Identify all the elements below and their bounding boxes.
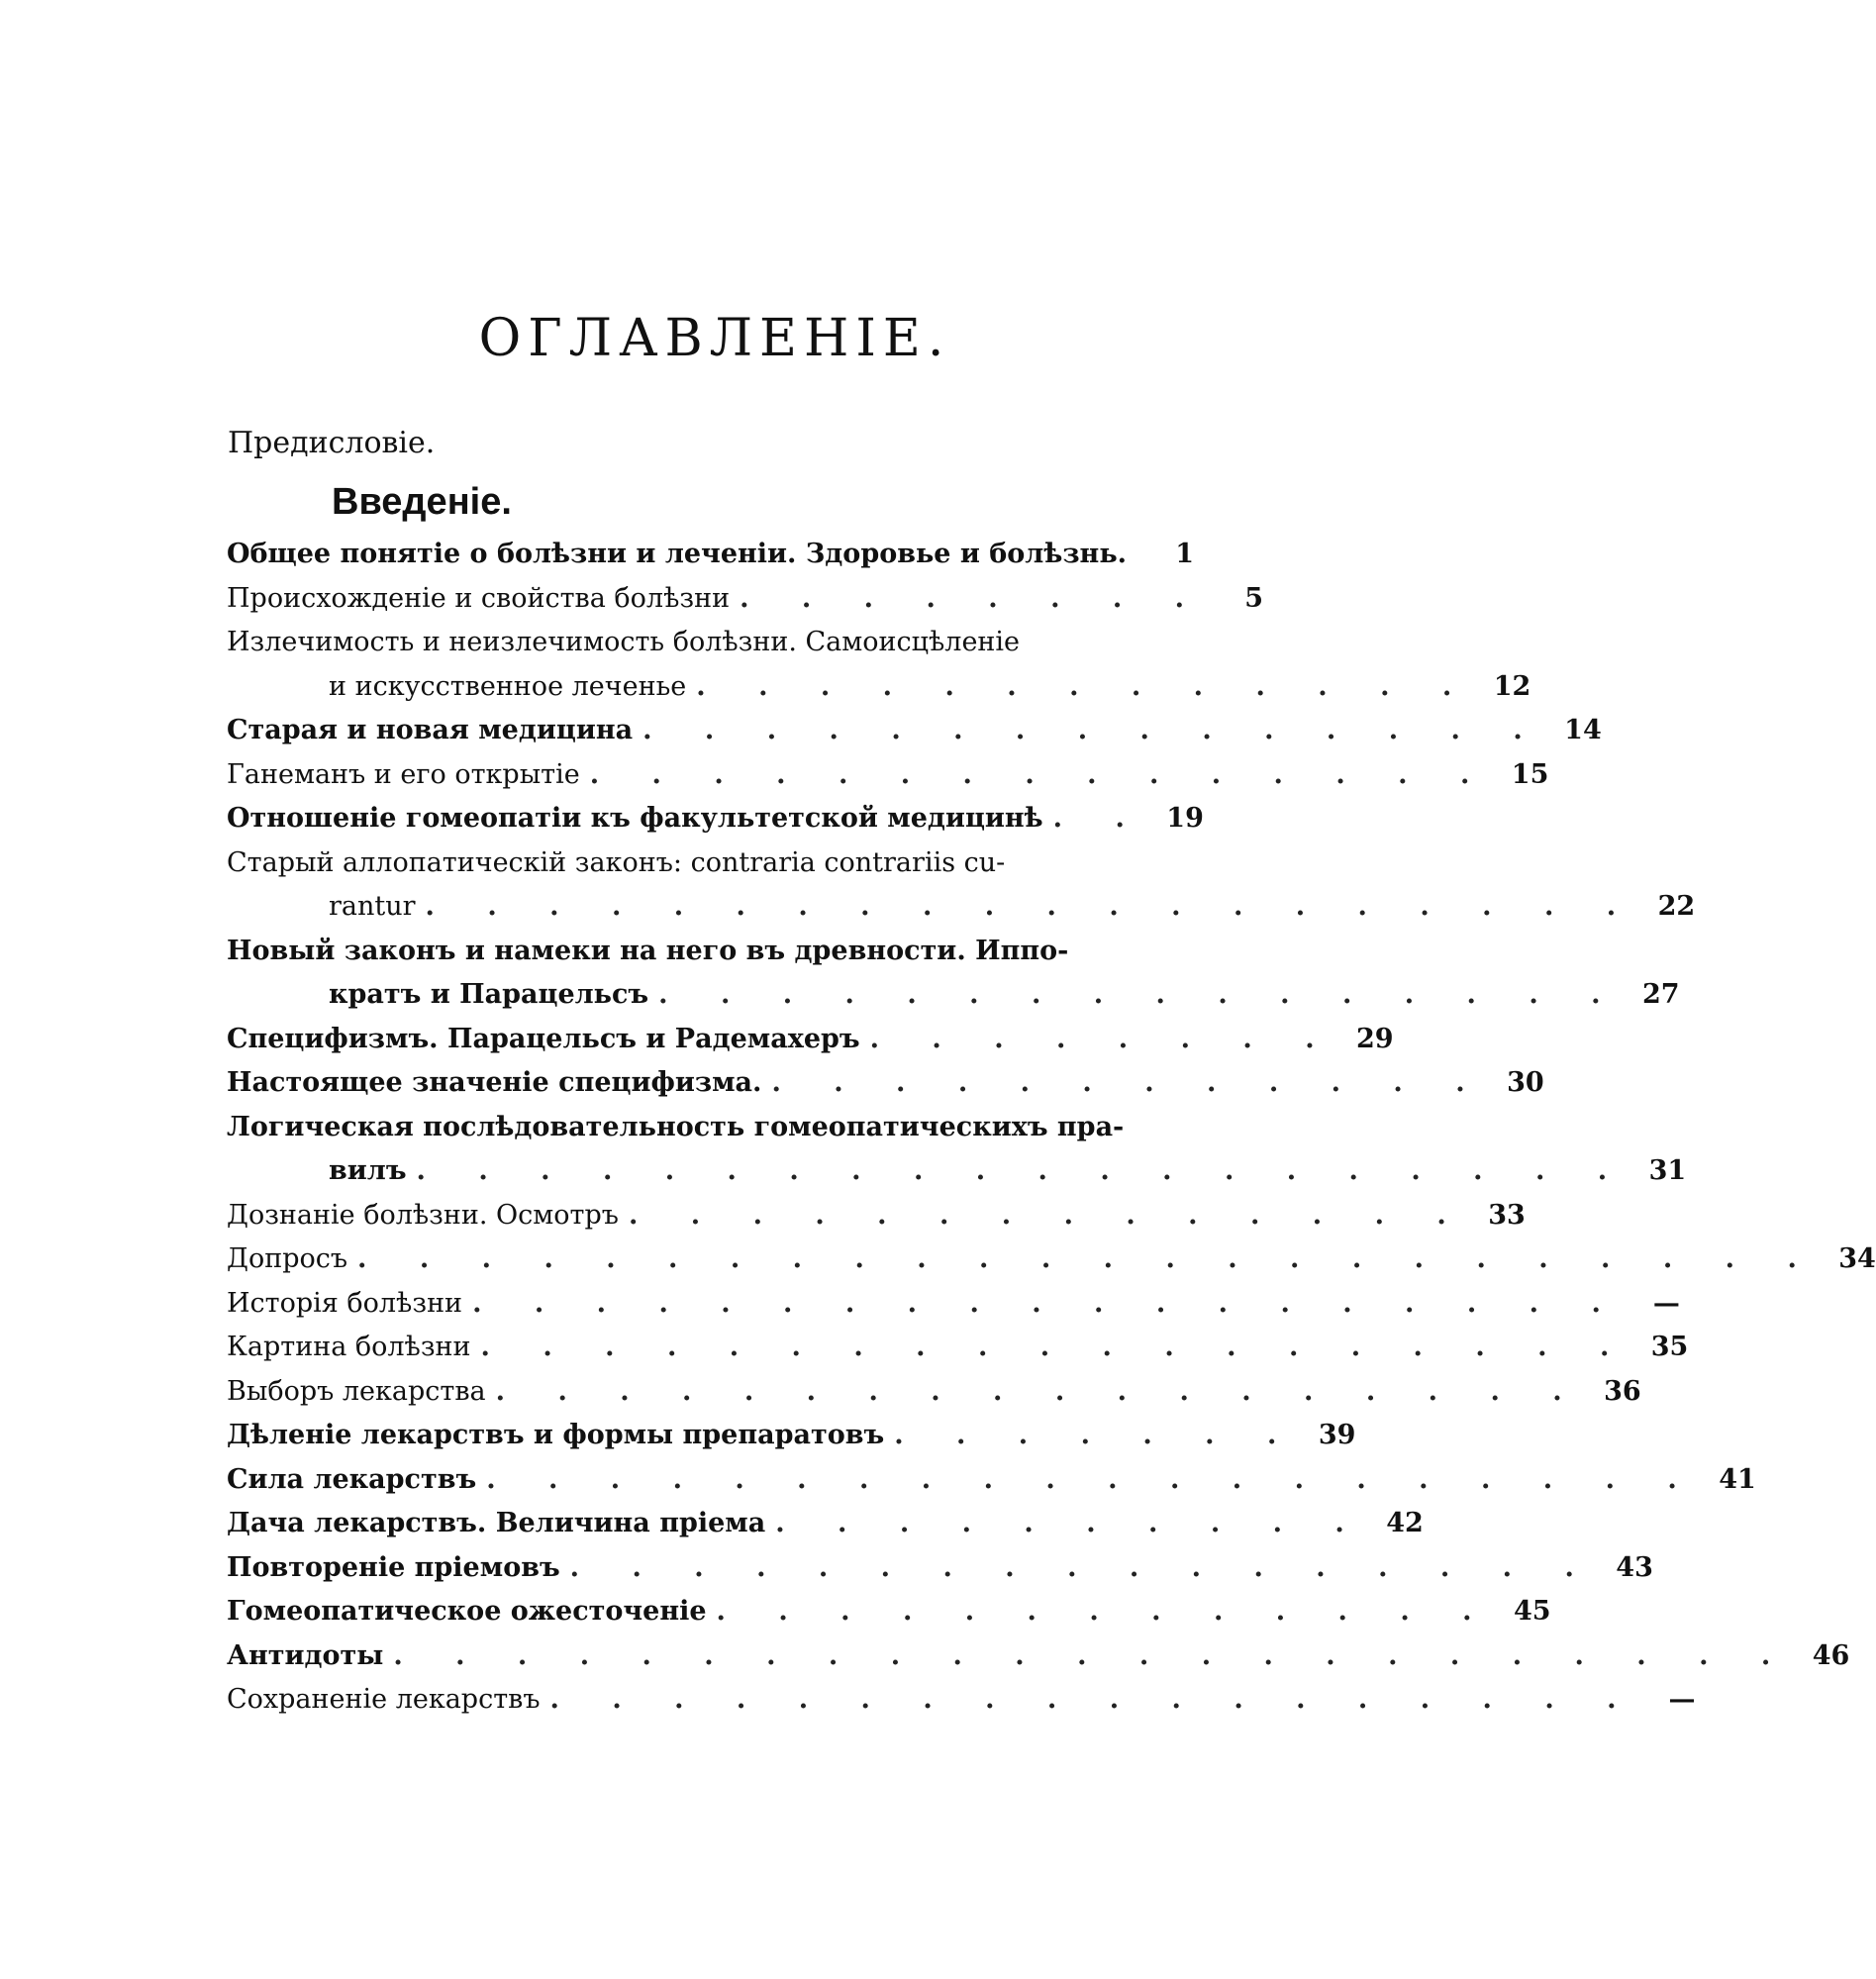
toc-page-number: 35 bbox=[1650, 1332, 1689, 1362]
toc-line bbox=[227, 1370, 1641, 1415]
toc-page-number: 39 bbox=[1318, 1420, 1356, 1450]
toc-entry-title: Выборъ лекарства bbox=[227, 1375, 486, 1407]
toc-entry[interactable] bbox=[227, 1194, 1526, 1238]
toc-page-number: 33 bbox=[1488, 1199, 1526, 1231]
toc-line bbox=[227, 533, 1195, 577]
dot-leader: . . . . . . . . . . . . . . . bbox=[642, 715, 1544, 745]
dot-leader: . . . . . . . . . . . . . . . . . . . . . . . . bbox=[357, 1243, 1819, 1274]
toc-line bbox=[227, 753, 1549, 798]
toc-page-number: 31 bbox=[1648, 1155, 1687, 1186]
toc-page-number: 5 bbox=[1244, 582, 1264, 614]
toc-entry[interactable] bbox=[227, 709, 1602, 753]
dot-leader: . . . . . . . . . . . . . . . . . bbox=[569, 1551, 1596, 1583]
toc-page-number: 34 bbox=[1838, 1243, 1876, 1274]
toc-page-number: 19 bbox=[1166, 803, 1204, 834]
toc-page-number: 22 bbox=[1657, 891, 1696, 922]
toc-line bbox=[227, 1678, 1696, 1723]
toc-entry-title: rantur bbox=[329, 891, 416, 922]
toc-page-number: — bbox=[1652, 1287, 1680, 1319]
toc-entry[interactable] bbox=[227, 1634, 1850, 1679]
toc-line bbox=[227, 621, 1167, 665]
toc-entry-title: Гомеопатическое ожесточеніе bbox=[227, 1596, 707, 1627]
toc-entry-title: и искусственное леченье bbox=[329, 670, 687, 702]
toc-entry-title: Ганеманъ и его открытіе bbox=[227, 758, 580, 790]
dot-leader: . . . . . . . . . . . . . . . . . . bbox=[495, 1375, 1584, 1407]
toc-entry[interactable] bbox=[227, 930, 1680, 1018]
toc-page-number: 15 bbox=[1511, 758, 1549, 790]
toc-entry[interactable] bbox=[227, 1458, 1756, 1503]
section-heading: Введеніе. bbox=[332, 481, 512, 523]
toc-page-number: 29 bbox=[1356, 1023, 1394, 1054]
toc-line bbox=[227, 1326, 1689, 1370]
dot-leader: . . . . . . . . . . . . . . . . bbox=[658, 979, 1623, 1010]
toc-line bbox=[227, 1106, 1167, 1150]
toc-line bbox=[227, 1018, 1394, 1062]
toc-page-number: 45 bbox=[1513, 1596, 1551, 1627]
toc-page-number: — bbox=[1668, 1684, 1696, 1715]
dot-leader: . . . . . . . . . . . . . . . . . . . bbox=[472, 1287, 1623, 1319]
toc-line bbox=[227, 709, 1602, 753]
toc-line bbox=[227, 1282, 1680, 1327]
toc-entry-title: Дознаніе болѣзни. Осмотръ bbox=[227, 1199, 619, 1231]
dot-leader: . . . . . . . . . . . . . . . . . . bbox=[549, 1684, 1638, 1715]
toc-line bbox=[227, 1634, 1850, 1679]
toc-page-number: 1 bbox=[1175, 539, 1195, 569]
toc-entry[interactable] bbox=[227, 1326, 1689, 1370]
toc-page-number: 27 bbox=[1641, 979, 1680, 1010]
toc-entry[interactable] bbox=[227, 1590, 1551, 1634]
toc-entry[interactable] bbox=[227, 1546, 1653, 1591]
dot-leader: . . . . . . . . . . . . . bbox=[696, 670, 1474, 702]
toc-line bbox=[227, 1237, 1876, 1282]
toc-line bbox=[227, 885, 1696, 930]
toc-line bbox=[227, 973, 1680, 1018]
toc-entry[interactable] bbox=[227, 1502, 1424, 1546]
toc-entry[interactable] bbox=[227, 1061, 1544, 1106]
toc-line bbox=[227, 1061, 1544, 1106]
toc-entry-title: Старая и новая медицина bbox=[227, 715, 634, 745]
toc-entry[interactable] bbox=[227, 1282, 1680, 1327]
dot-leader: . . . . . . . . . . . . . . . . . . . . bbox=[416, 1155, 1629, 1186]
toc-line bbox=[227, 797, 1204, 841]
toc-page-number: 14 bbox=[1564, 715, 1602, 745]
toc-entry[interactable] bbox=[227, 621, 1531, 709]
toc-page-number: 46 bbox=[1812, 1639, 1850, 1671]
toc-entry[interactable] bbox=[227, 1414, 1356, 1458]
toc-line bbox=[227, 1502, 1424, 1546]
toc-line bbox=[227, 577, 1264, 622]
toc-page-number: 43 bbox=[1616, 1551, 1653, 1583]
toc-entry-title: Дача лекарствъ. Величина пріема bbox=[227, 1508, 766, 1538]
toc-line bbox=[227, 1458, 1756, 1503]
table-of-contents bbox=[227, 533, 1876, 1723]
toc-page-number: 12 bbox=[1493, 670, 1531, 702]
toc-entry-title: вилъ bbox=[329, 1155, 407, 1186]
dot-leader: . . . . . . . bbox=[894, 1420, 1299, 1450]
dot-leader: . . . . . . . . . . . . . . . bbox=[589, 758, 1492, 790]
toc-page-number: 36 bbox=[1604, 1375, 1641, 1407]
toc-item-preface[interactable]: Предисловіе. bbox=[228, 426, 436, 460]
toc-entry-title: Сила лекарствъ bbox=[227, 1463, 477, 1495]
dot-leader: . . . . . . . . . . . . . . . . . . . bbox=[480, 1332, 1631, 1362]
toc-entry-title: Новый законъ и намеки на него въ древности. Иппо- bbox=[227, 935, 1069, 966]
toc-entry-title: Антидоты bbox=[227, 1639, 384, 1671]
dot-leader: . . . . . . . . bbox=[740, 582, 1207, 614]
dot-leader: . . . . . . . . . . . . . . . . . . . . bbox=[486, 1463, 1699, 1495]
toc-entry[interactable] bbox=[227, 1106, 1687, 1194]
toc-entry-title: Дѣленіе лекарствъ и формы препаратовъ bbox=[227, 1420, 885, 1450]
toc-entry[interactable] bbox=[227, 1018, 1394, 1062]
toc-entry-title: Отношеніе гомеопатіи къ факультетской медицинѣ bbox=[227, 803, 1043, 834]
toc-entry-title: Допросъ bbox=[227, 1243, 348, 1274]
toc-page-number: 30 bbox=[1507, 1067, 1544, 1098]
dot-leader: . . . . . . . . . . . . . . . . . . . . . . . bbox=[393, 1639, 1793, 1671]
toc-entry-title: кратъ и Парацельсъ bbox=[329, 979, 649, 1010]
dot-leader: . . . . . . . . bbox=[869, 1023, 1336, 1054]
toc-entry-title: Сохраненіе лекарствъ bbox=[227, 1684, 541, 1715]
toc-entry[interactable] bbox=[227, 797, 1204, 841]
toc-entry[interactable] bbox=[227, 841, 1696, 930]
toc-entry-title: Исторія болѣзни bbox=[227, 1287, 463, 1319]
page-title: ОГЛАВЛЕНІЕ. bbox=[478, 309, 951, 368]
toc-line bbox=[227, 1546, 1653, 1591]
toc-line bbox=[227, 665, 1531, 710]
toc-entry-title: Картина болѣзни bbox=[227, 1332, 471, 1362]
dot-leader: . . . . . . . . . . . . . . . . . . . . bbox=[425, 891, 1638, 922]
toc-entry[interactable] bbox=[227, 1237, 1876, 1282]
toc-entry[interactable] bbox=[227, 577, 1264, 622]
toc-entry-title: Излечимость и неизлечимость болѣзни. Самоисцѣленіе bbox=[227, 627, 1021, 657]
dot-leader: . . bbox=[1052, 803, 1146, 834]
toc-line bbox=[227, 930, 1167, 974]
toc-entry-title: Происхожденіе и свойства болѣзни bbox=[227, 582, 731, 614]
toc-entry[interactable] bbox=[227, 533, 1195, 577]
toc-line bbox=[227, 1590, 1551, 1634]
toc-entry[interactable] bbox=[227, 753, 1549, 798]
dot-leader: . . . . . . . . . . . . bbox=[771, 1067, 1487, 1098]
dot-leader: . . . . . . . . . . bbox=[775, 1508, 1366, 1538]
toc-page-number: 41 bbox=[1719, 1463, 1756, 1495]
toc-entry-title: Логическая послѣдовательность гомеопатическихъ пра- bbox=[227, 1111, 1125, 1142]
toc-entry-title: Настоящее значеніе специфизма. bbox=[227, 1067, 762, 1098]
toc-page-number: 42 bbox=[1386, 1508, 1424, 1538]
dot-leader: . . . . . . . . . . . . . bbox=[716, 1596, 1494, 1627]
toc-line bbox=[227, 1414, 1356, 1458]
toc-entry[interactable] bbox=[227, 1678, 1696, 1723]
toc-line bbox=[227, 1149, 1687, 1194]
toc-entry-title: Специфизмъ. Парацельсъ и Радемахеръ bbox=[227, 1023, 860, 1054]
toc-line bbox=[227, 1194, 1526, 1238]
toc-entry-title: Старый аллопатическій законъ: contraria contrariis cu- bbox=[227, 846, 1006, 878]
toc-entry-title: Повтореніе пріемовъ bbox=[227, 1551, 560, 1583]
toc-entry[interactable] bbox=[227, 1370, 1641, 1415]
toc-line bbox=[227, 841, 1167, 886]
dot-leader: . . . . . . . . . . . . . . bbox=[628, 1199, 1468, 1231]
toc-entry-title: Общее понятіе о болѣзни и леченіи. Здоровье и болѣзнь. bbox=[227, 539, 1128, 569]
